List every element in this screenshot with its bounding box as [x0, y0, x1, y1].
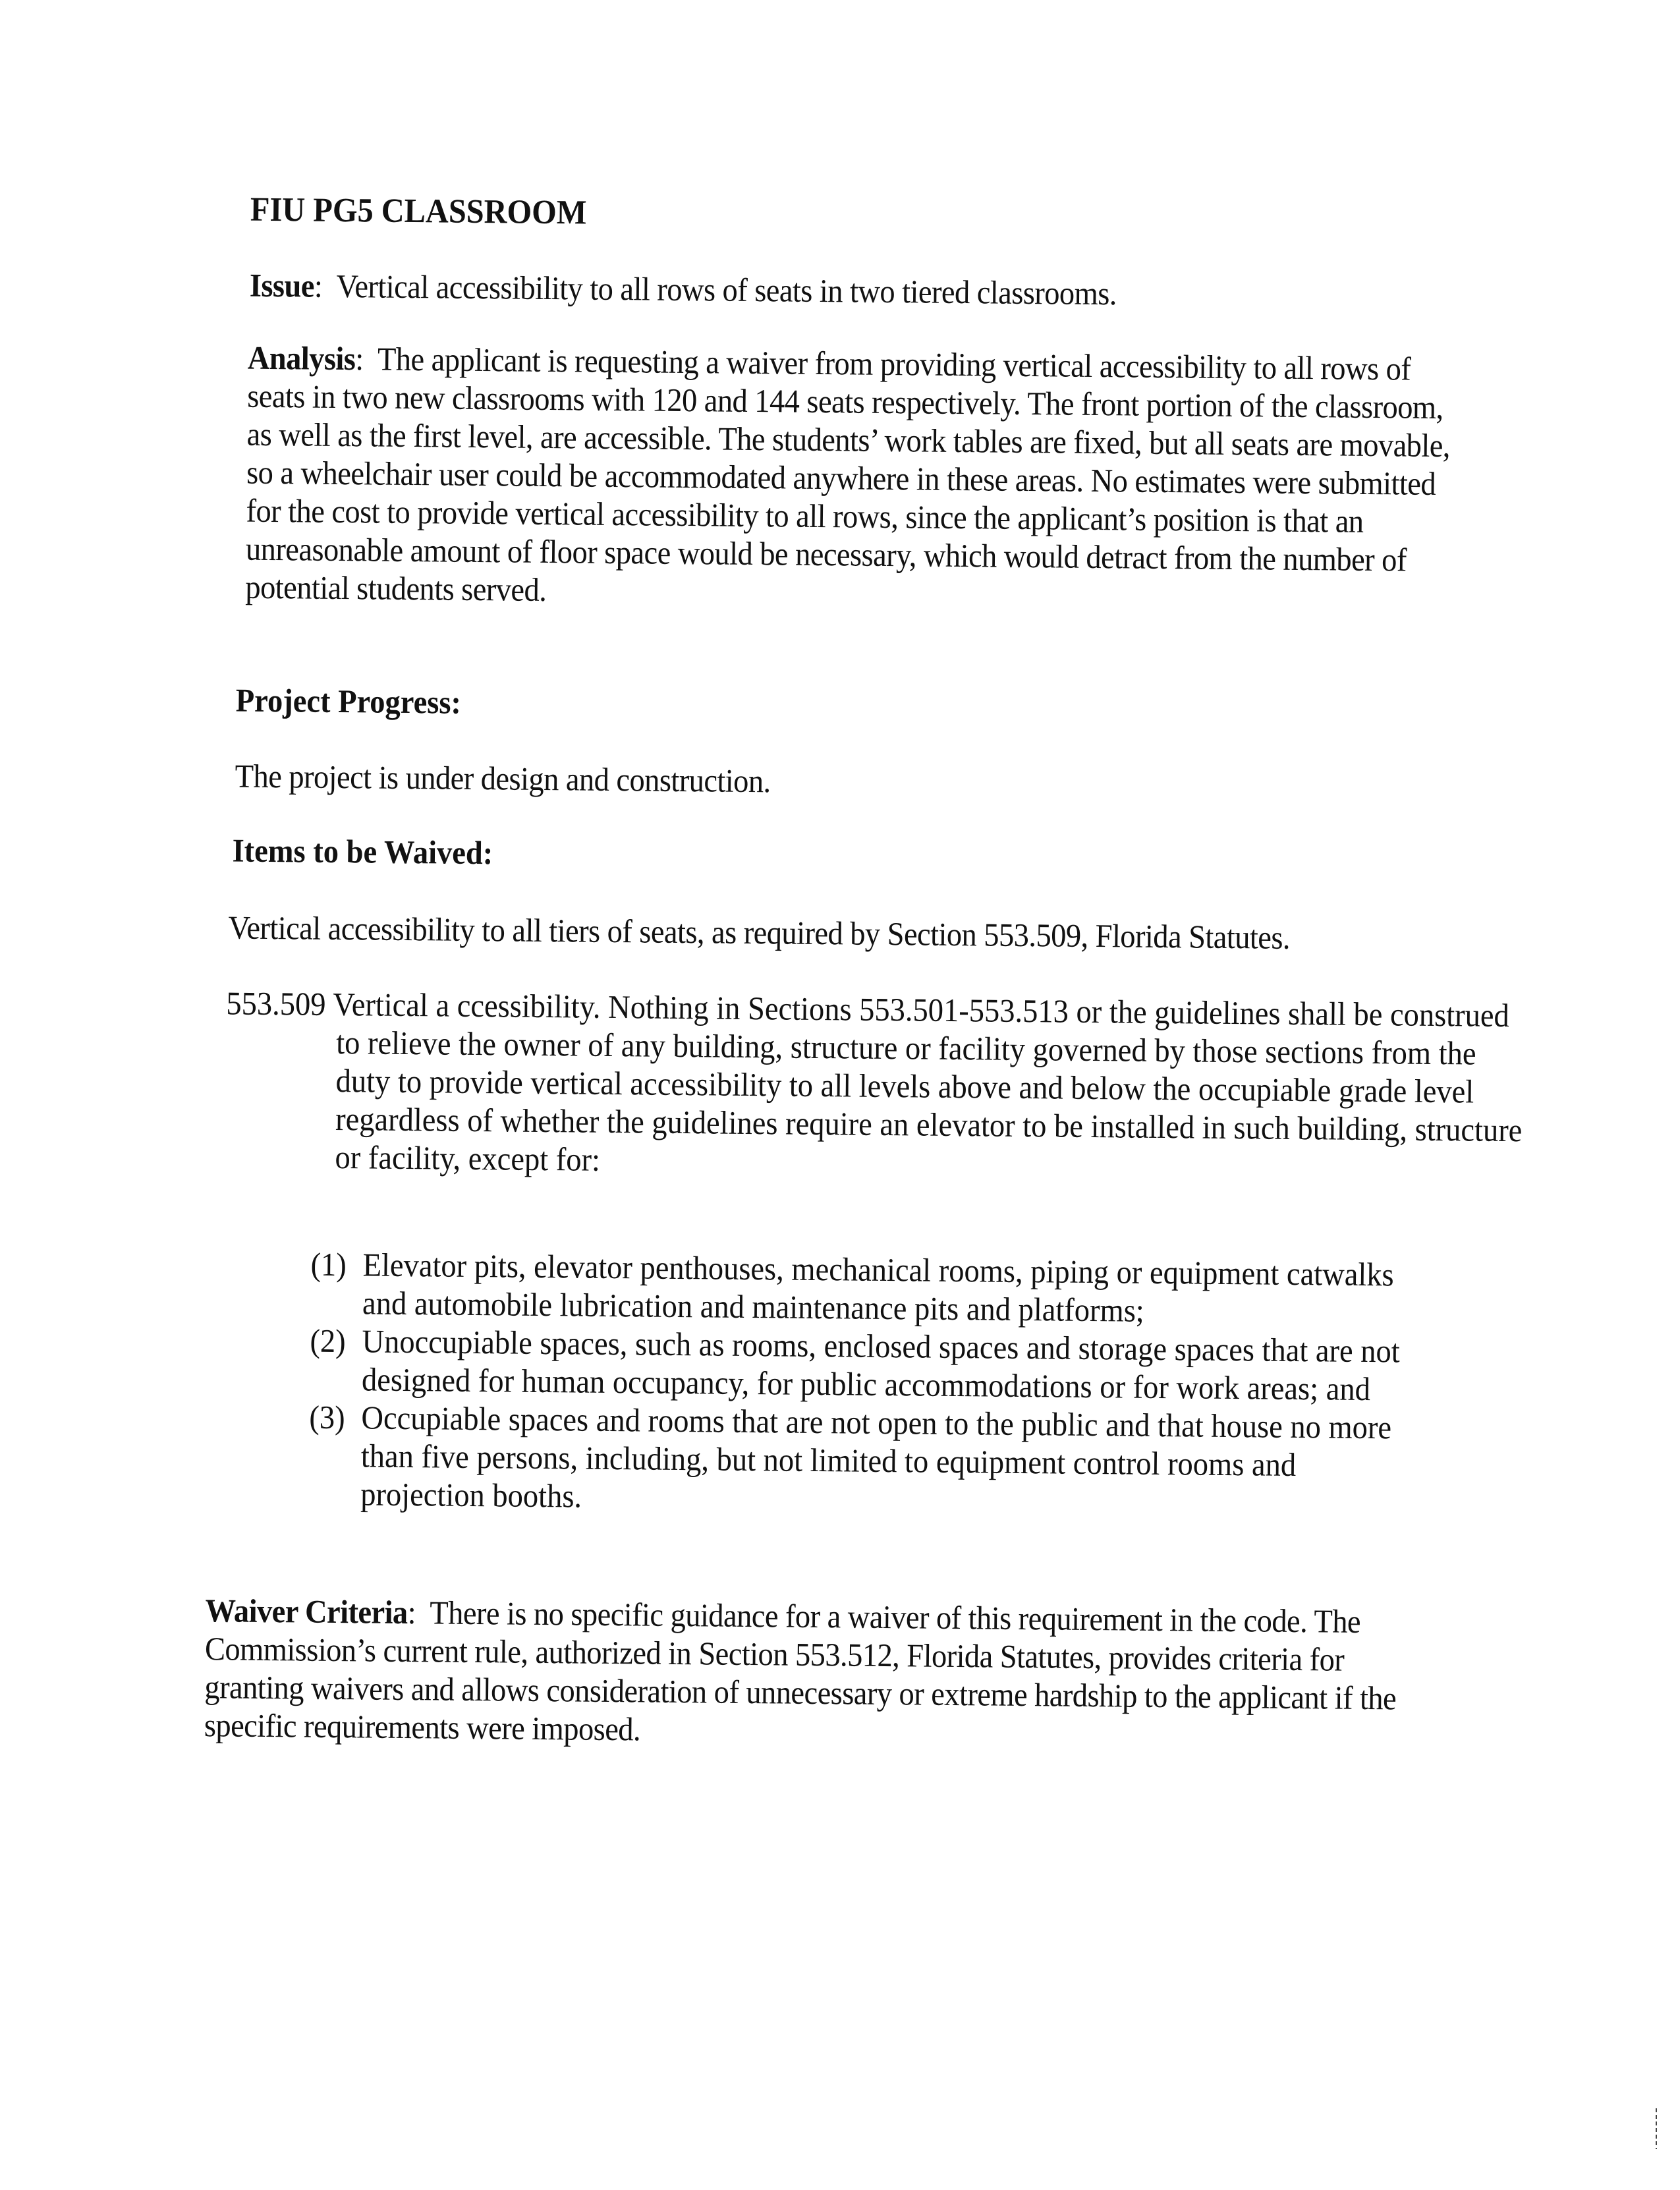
exception-text: Occupiable spaces and rooms that are not open to the public and that house no more than five persons, including, but not limited to equipment control rooms and projection booths.	[360, 1399, 1392, 1515]
project-progress-text: The project is under design and construction.	[235, 757, 771, 800]
waiver-criteria-label: Waiver Criteria	[205, 1592, 408, 1631]
waiver-criteria-colon: :	[407, 1594, 430, 1631]
exception-item	[310, 1322, 1413, 1409]
project-progress-heading: Project Progress:	[235, 681, 462, 721]
issue-section	[250, 266, 1469, 316]
exception-item	[310, 1245, 1414, 1332]
waiver-criteria-text: There is no specific guidance for a waiver of this requirement in the code. The Commission’s current rule, authorized in Section 553.512, Florida Statutes, provides criteria for granting waivers and allows consideration of unnecessary or extreme hardship to the applicant if the specific requirements were imposed.	[204, 1594, 1397, 1748]
analysis-section	[245, 339, 1473, 618]
scan-edge-mark	[1656, 2108, 1657, 2149]
waiver-criteria-section	[204, 1591, 1443, 1756]
exception-text: Elevator pits, elevator penthouses, mechanical rooms, piping or equipment catwalks and automobile lubrication and maintenance pits and platforms;	[362, 1246, 1394, 1329]
issue-text: Vertical accessibility to all rows of seats in two tiered classrooms.	[336, 267, 1117, 312]
statute-exceptions-list	[308, 1245, 1414, 1523]
analysis-text: The applicant is requesting a waiver from providing vertical accessibility to all rows of seats in two new classrooms with 120 and 144 seats respectively. The front portion of the classroom, as well as the first level, are accessible. The students’ work tables are fixed, but all seats are movable, so a wheelchair user could be accommodated anywhere in these areas. No estimates were submitted for the cost to provide vertical accessibility to all rows, since the applicant’s position is that an unreasonable amount of floor space would be necessary, which would detract from the number of potential students served.	[245, 340, 1451, 609]
statute-section	[225, 984, 1523, 1186]
items-to-be-waived-text: Vertical accessibility to all tiers of seats, as required by Section 553.509, Florida Statutes.	[228, 909, 1291, 956]
issue-colon: :	[314, 267, 337, 304]
analysis-label: Analysis	[247, 339, 356, 378]
exception-text: Unoccupiable spaces, such as rooms, enclosed spaces and storage spaces that are not designed for human occupancy, for public accommodations or for work areas; and	[361, 1322, 1401, 1408]
exception-number: (1)	[310, 1245, 347, 1283]
statute-text: 553.509 Vertical a ccessibility. Nothing in Sections 553.501-553.513 or the guidelines shall be construed to relieve the owner of any building, structure or facility governed by those sections from the duty to provide vertical accessibility to all levels above and below the occupiable grade level regardless of whether the guidelines require an elevator to be installed in such building, structure or facility, except for:	[226, 984, 1523, 1178]
exception-number: (3)	[309, 1398, 345, 1436]
analysis-colon: :	[355, 340, 378, 378]
exception-item	[308, 1398, 1413, 1523]
items-to-be-waived-heading: Items to be Waived:	[232, 831, 493, 872]
exception-number: (2)	[310, 1322, 346, 1360]
document-title: FIU PG5 CLASSROOM	[250, 190, 587, 232]
issue-label: Issue	[249, 266, 315, 304]
